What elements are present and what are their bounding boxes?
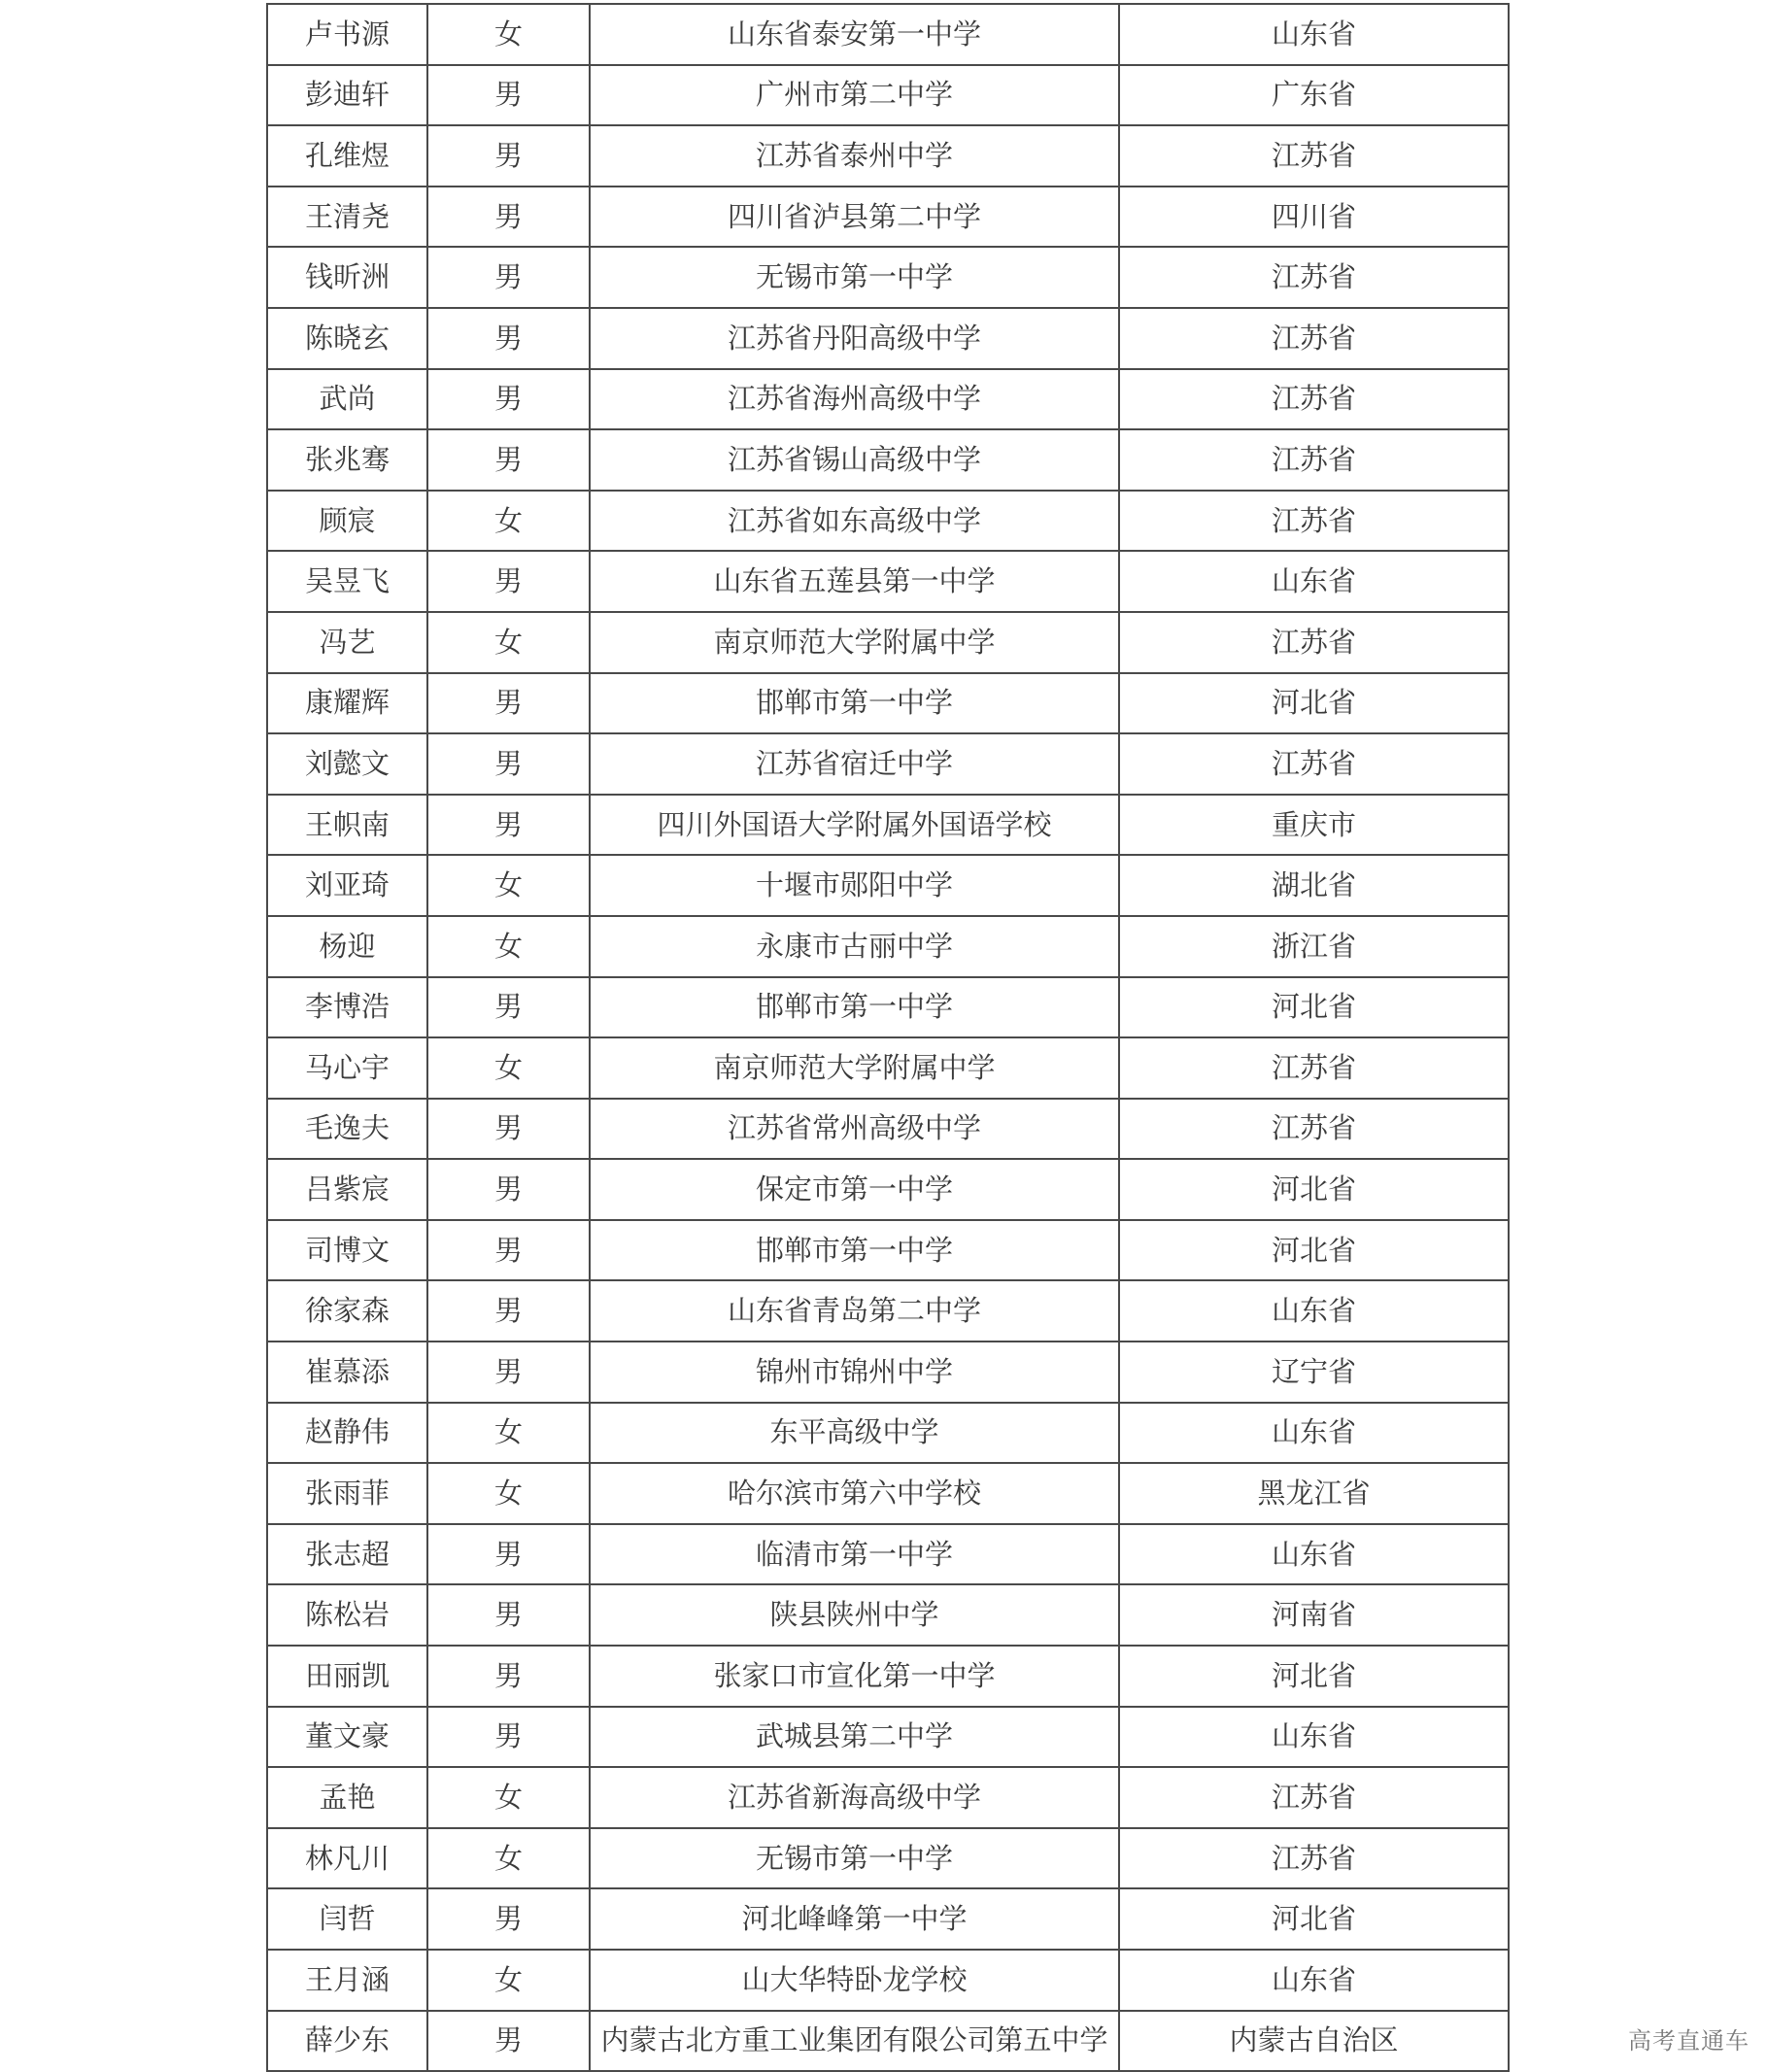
school-cell: 临清市第一中学: [590, 1524, 1119, 1585]
table-row: [267, 1220, 1509, 1281]
student-name-cell: 陈松岩: [267, 1584, 427, 1646]
province-cell: 河北省: [1119, 1220, 1509, 1281]
table-row: [267, 1888, 1509, 1950]
student-name-cell: 顾宸: [267, 491, 427, 552]
province-cell: 江苏省: [1119, 247, 1509, 308]
table-row: [267, 1403, 1509, 1464]
province-cell: 江苏省: [1119, 1767, 1509, 1828]
student-name-cell: 钱昕洲: [267, 247, 427, 308]
student-name-cell: 李博浩: [267, 977, 427, 1038]
gender-cell: 女: [427, 1403, 590, 1464]
school-cell: 东平高级中学: [590, 1403, 1119, 1464]
table-row: [267, 1646, 1509, 1707]
school-cell: 邯郸市第一中学: [590, 1220, 1119, 1281]
school-cell: 江苏省宿迁中学: [590, 733, 1119, 795]
table-row: [267, 612, 1509, 673]
student-name-cell: 董文豪: [267, 1707, 427, 1768]
student-name-cell: 毛逸夫: [267, 1099, 427, 1160]
school-cell: 内蒙古北方重工业集团有限公司第五中学: [590, 2011, 1119, 2072]
student-name-cell: 陈晓玄: [267, 308, 427, 369]
province-cell: 河北省: [1119, 1159, 1509, 1220]
table-row: [267, 1707, 1509, 1768]
student-name-cell: 张雨菲: [267, 1463, 427, 1524]
province-cell: 江苏省: [1119, 308, 1509, 369]
student-name-cell: 马心宇: [267, 1037, 427, 1099]
province-cell: 江苏省: [1119, 369, 1509, 430]
province-cell: 河北省: [1119, 1646, 1509, 1707]
school-cell: 江苏省泰州中学: [590, 125, 1119, 187]
gender-cell: 男: [427, 795, 590, 856]
school-cell: 十堰市郧阳中学: [590, 855, 1119, 916]
student-name-cell: 武尚: [267, 369, 427, 430]
province-cell: 重庆市: [1119, 795, 1509, 856]
province-cell: 山东省: [1119, 1950, 1509, 2011]
table-row: [267, 308, 1509, 369]
school-cell: 江苏省锡山高级中学: [590, 429, 1119, 491]
province-cell: 江苏省: [1119, 733, 1509, 795]
student-name-cell: 徐家森: [267, 1280, 427, 1342]
province-cell: 辽宁省: [1119, 1342, 1509, 1403]
student-name-cell: 田丽凯: [267, 1646, 427, 1707]
gender-cell: 男: [427, 1342, 590, 1403]
province-cell: 河南省: [1119, 1584, 1509, 1646]
province-cell: 山东省: [1119, 1403, 1509, 1464]
school-cell: 保定市第一中学: [590, 1159, 1119, 1220]
school-cell: 广州市第二中学: [590, 65, 1119, 126]
school-cell: 无锡市第一中学: [590, 247, 1119, 308]
student-name-cell: 张志超: [267, 1524, 427, 1585]
school-cell: 江苏省如东高级中学: [590, 491, 1119, 552]
province-cell: 浙江省: [1119, 916, 1509, 977]
province-cell: 山东省: [1119, 1707, 1509, 1768]
gender-cell: 男: [427, 65, 590, 126]
gender-cell: 男: [427, 187, 590, 248]
province-cell: 山东省: [1119, 551, 1509, 612]
gender-cell: 女: [427, 916, 590, 977]
student-name-cell: 卢书源: [267, 4, 427, 65]
table-row: [267, 1524, 1509, 1585]
student-name-cell: 闫哲: [267, 1888, 427, 1950]
student-roster-table: [266, 3, 1510, 2072]
school-cell: 邯郸市第一中学: [590, 977, 1119, 1038]
table-row: [267, 551, 1509, 612]
student-name-cell: 康耀辉: [267, 673, 427, 734]
student-name-cell: 刘懿文: [267, 733, 427, 795]
roster-table-body: [267, 4, 1509, 2071]
student-name-cell: 冯艺: [267, 612, 427, 673]
gender-cell: 男: [427, 673, 590, 734]
gender-cell: 女: [427, 1950, 590, 2011]
gender-cell: 男: [427, 247, 590, 308]
gender-cell: 女: [427, 1463, 590, 1524]
province-cell: 江苏省: [1119, 491, 1509, 552]
student-name-cell: 张兆骞: [267, 429, 427, 491]
table-row: [267, 429, 1509, 491]
school-cell: 武城县第二中学: [590, 1707, 1119, 1768]
table-row: [267, 1463, 1509, 1524]
school-cell: 张家口市宣化第一中学: [590, 1646, 1119, 1707]
school-cell: 四川省泸县第二中学: [590, 187, 1119, 248]
table-row: [267, 187, 1509, 248]
table-row: [267, 1342, 1509, 1403]
gender-cell: 男: [427, 733, 590, 795]
province-cell: 江苏省: [1119, 429, 1509, 491]
table-row: [267, 491, 1509, 552]
school-cell: 陕县陕州中学: [590, 1584, 1119, 1646]
province-cell: 山东省: [1119, 1280, 1509, 1342]
gender-cell: 男: [427, 308, 590, 369]
table-row: [267, 65, 1509, 126]
school-cell: 江苏省丹阳高级中学: [590, 308, 1119, 369]
gender-cell: 男: [427, 1280, 590, 1342]
school-cell: 四川外国语大学附属外国语学校: [590, 795, 1119, 856]
gender-cell: 男: [427, 2011, 590, 2072]
province-cell: 广东省: [1119, 65, 1509, 126]
school-cell: 锦州市锦州中学: [590, 1342, 1119, 1403]
gender-cell: 男: [427, 125, 590, 187]
student-name-cell: 王清尧: [267, 187, 427, 248]
table-row: [267, 247, 1509, 308]
gender-cell: 男: [427, 369, 590, 430]
province-cell: 江苏省: [1119, 612, 1509, 673]
school-cell: 江苏省常州高级中学: [590, 1099, 1119, 1160]
student-name-cell: 王月涵: [267, 1950, 427, 2011]
school-cell: 邯郸市第一中学: [590, 673, 1119, 734]
province-cell: 山东省: [1119, 4, 1509, 65]
gender-cell: 女: [427, 1037, 590, 1099]
table-row: [267, 733, 1509, 795]
province-cell: 江苏省: [1119, 1828, 1509, 1889]
gender-cell: 男: [427, 1159, 590, 1220]
student-name-cell: 杨迎: [267, 916, 427, 977]
table-row: [267, 1828, 1509, 1889]
province-cell: 江苏省: [1119, 1037, 1509, 1099]
gender-cell: 男: [427, 977, 590, 1038]
province-cell: 四川省: [1119, 187, 1509, 248]
gender-cell: 男: [427, 1646, 590, 1707]
table-row: [267, 4, 1509, 65]
table-row: [267, 1584, 1509, 1646]
gender-cell: 男: [427, 1584, 590, 1646]
province-cell: 河北省: [1119, 673, 1509, 734]
student-name-cell: 吴昱飞: [267, 551, 427, 612]
school-cell: 南京师范大学附属中学: [590, 612, 1119, 673]
gender-cell: 男: [427, 429, 590, 491]
school-cell: 山东省五莲县第一中学: [590, 551, 1119, 612]
school-cell: 河北峰峰第一中学: [590, 1888, 1119, 1950]
gender-cell: 女: [427, 855, 590, 916]
school-cell: 江苏省新海高级中学: [590, 1767, 1119, 1828]
school-cell: 哈尔滨市第六中学校: [590, 1463, 1119, 1524]
gender-cell: 女: [427, 612, 590, 673]
student-name-cell: 彭迪轩: [267, 65, 427, 126]
student-name-cell: 崔慕添: [267, 1342, 427, 1403]
province-cell: 湖北省: [1119, 855, 1509, 916]
province-cell: 河北省: [1119, 1888, 1509, 1950]
gender-cell: 女: [427, 1767, 590, 1828]
table-row: [267, 795, 1509, 856]
student-name-cell: 刘亚琦: [267, 855, 427, 916]
table-row: [267, 1767, 1509, 1828]
student-name-cell: 赵静伟: [267, 1403, 427, 1464]
gender-cell: 男: [427, 1220, 590, 1281]
school-cell: 永康市古丽中学: [590, 916, 1119, 977]
gender-cell: 男: [427, 1707, 590, 1768]
gender-cell: 男: [427, 1524, 590, 1585]
student-name-cell: 林凡川: [267, 1828, 427, 1889]
student-name-cell: 王帜南: [267, 795, 427, 856]
watermark-text: 高考直通车: [1628, 2027, 1750, 2055]
province-cell: 江苏省: [1119, 1099, 1509, 1160]
table-row: [267, 369, 1509, 430]
school-cell: 山东省泰安第一中学: [590, 4, 1119, 65]
province-cell: 河北省: [1119, 977, 1509, 1038]
table-row: [267, 125, 1509, 187]
table-row: [267, 916, 1509, 977]
table-row: [267, 1099, 1509, 1160]
table-row: [267, 977, 1509, 1038]
student-name-cell: 吕紫宸: [267, 1159, 427, 1220]
school-cell: 山大华特卧龙学校: [590, 1950, 1119, 2011]
student-name-cell: 司博文: [267, 1220, 427, 1281]
table-row: [267, 855, 1509, 916]
school-cell: 山东省青岛第二中学: [590, 1280, 1119, 1342]
gender-cell: 男: [427, 551, 590, 612]
gender-cell: 女: [427, 491, 590, 552]
province-cell: 江苏省: [1119, 125, 1509, 187]
gender-cell: 男: [427, 1888, 590, 1950]
table-row: [267, 673, 1509, 734]
province-cell: 山东省: [1119, 1524, 1509, 1585]
table-row: [267, 2011, 1509, 2072]
table-row: [267, 1037, 1509, 1099]
province-cell: 黑龙江省: [1119, 1463, 1509, 1524]
table-row: [267, 1950, 1509, 2011]
gender-cell: 女: [427, 1828, 590, 1889]
student-name-cell: 薛少东: [267, 2011, 427, 2072]
gender-cell: 男: [427, 1099, 590, 1160]
table-row: [267, 1280, 1509, 1342]
province-cell: 内蒙古自治区: [1119, 2011, 1509, 2072]
table-row: [267, 1159, 1509, 1220]
student-name-cell: 孔维煜: [267, 125, 427, 187]
school-cell: 南京师范大学附属中学: [590, 1037, 1119, 1099]
school-cell: 无锡市第一中学: [590, 1828, 1119, 1889]
school-cell: 江苏省海州高级中学: [590, 369, 1119, 430]
student-name-cell: 孟艳: [267, 1767, 427, 1828]
gender-cell: 女: [427, 4, 590, 65]
